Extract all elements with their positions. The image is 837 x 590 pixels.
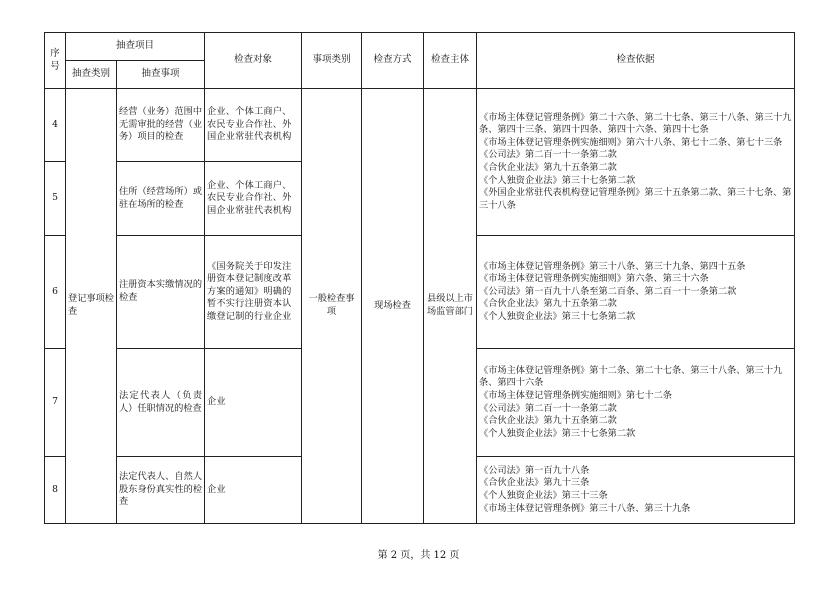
- basis-line: 《个人独资企业法》第三十七条第二款: [479, 427, 636, 439]
- matter-type-cell: 一般检查事项: [302, 89, 362, 524]
- basis-line: 《合伙企业法》第九十五条第二款: [479, 162, 617, 173]
- header-category: 抽查类别: [66, 61, 117, 89]
- basis-line: 《公司法》第一百九十八条至第二百条、第二百一十一条第二款: [479, 285, 737, 297]
- basis-line: 《市场主体登记管理条例实施细则》第六条、第三十六条: [479, 273, 709, 285]
- header-spot-check-item: 抽查项目: [66, 33, 205, 61]
- page-footer: 第 2 页，共 12 页: [377, 550, 460, 561]
- matter-cell: 法定代表人、自然人股东身份真实性的检查: [117, 457, 205, 524]
- header-target: 检查对象: [205, 33, 302, 89]
- basis-line: 《公司法》第二百一十一条第二款: [479, 402, 617, 414]
- header-basis: 检查依据: [477, 33, 795, 89]
- basis-line: 《合伙企业法》第九十三条: [479, 477, 590, 489]
- basis-line: 《市场主体登记管理条例》第二十六条、第二十七条、第三十八条、第三十九条、第四十三条、第四十四条、第四十六条、第四十七条: [479, 111, 792, 136]
- basis-line: 《合伙企业法》第九十五条第二款: [479, 298, 617, 310]
- basis-cell: [477, 457, 795, 524]
- matter-cell: 法定代表人（负责人）任职情况的检查: [117, 349, 205, 457]
- row-number: 7: [45, 349, 66, 457]
- basis-cell: [477, 349, 795, 457]
- basis-line: 《市场主体登记管理条例实施细则》第六十八条、第七十二条、第七十三条: [479, 136, 783, 148]
- header-matter-type: 事项类别: [302, 33, 362, 89]
- row-number: 4: [45, 89, 66, 162]
- basis-line: 《市场主体登记管理条例实施细则》第七十二条: [479, 389, 672, 401]
- matter-cell: 经营（业务）范围中无需审批的经营（业务）项目的检查: [117, 89, 205, 162]
- basis-line: 《市场主体登记管理条例》第三十八条、第三十九条: [479, 502, 691, 514]
- basis-line: 《个人独资企业法》第三十七条第二款: [479, 310, 636, 322]
- basis-line: 《公司法》第二百一十一条第二款: [479, 149, 617, 161]
- header-seq: 序号: [45, 33, 66, 89]
- subject-cell: 县级以上市场监管部门: [424, 89, 477, 524]
- basis-cell: [477, 89, 795, 236]
- category-cell: 登记事项检查: [66, 89, 117, 524]
- basis-line: 《外国企业常驻代表机构登记管理条例》第三十五条第二款、第三十七条、第三十八条: [479, 187, 792, 211]
- basis-line: 《个人独资企业法》第三十七条第二款: [479, 174, 636, 186]
- inspection-table: [44, 32, 795, 524]
- basis-line: 《市场主体登记管理条例》第三十八条、第三十九条、第四十五条: [479, 260, 746, 272]
- row-number: 6: [45, 236, 66, 349]
- header-method: 检查方式: [362, 33, 424, 89]
- header-row-1: [45, 33, 795, 61]
- basis-line: 《合伙企业法》第九十五条第二款: [479, 415, 617, 427]
- row-number: 5: [45, 162, 66, 236]
- basis-line: 《公司法》第一百九十八条: [479, 464, 590, 476]
- matter-cell: 住所（经营场所）或驻在场所的检查: [117, 162, 205, 236]
- basis-cell: [477, 236, 795, 349]
- target-cell: 企业、个体工商户、农民专业合作社、外国企业常驻代表机构: [205, 89, 302, 162]
- method-cell: 现场检查: [362, 89, 424, 524]
- basis-line: 《市场主体登记管理条例》第十二条、第二十七条、第三十八条、第三十九条、第四十六条: [479, 364, 783, 389]
- target-cell: 《国务院关于印发注册资本登记制度改革方案的通知》明确的暂不实行注册资本认缴登记制的行业企业: [205, 236, 302, 349]
- basis-line: 《个人独资企业法》第三十三条: [479, 490, 608, 501]
- table-row: [45, 89, 795, 162]
- target-cell: 企业: [205, 349, 302, 457]
- header-subject: 检查主体: [424, 33, 477, 89]
- row-number: 8: [45, 457, 66, 524]
- header-matter: 抽查事项: [117, 61, 205, 89]
- target-cell: 企业: [205, 457, 302, 524]
- matter-cell: 注册资本实缴情况的检查: [117, 236, 205, 349]
- target-cell: 企业、个体工商户、农民专业合作社、外国企业常驻代表机构: [205, 162, 302, 236]
